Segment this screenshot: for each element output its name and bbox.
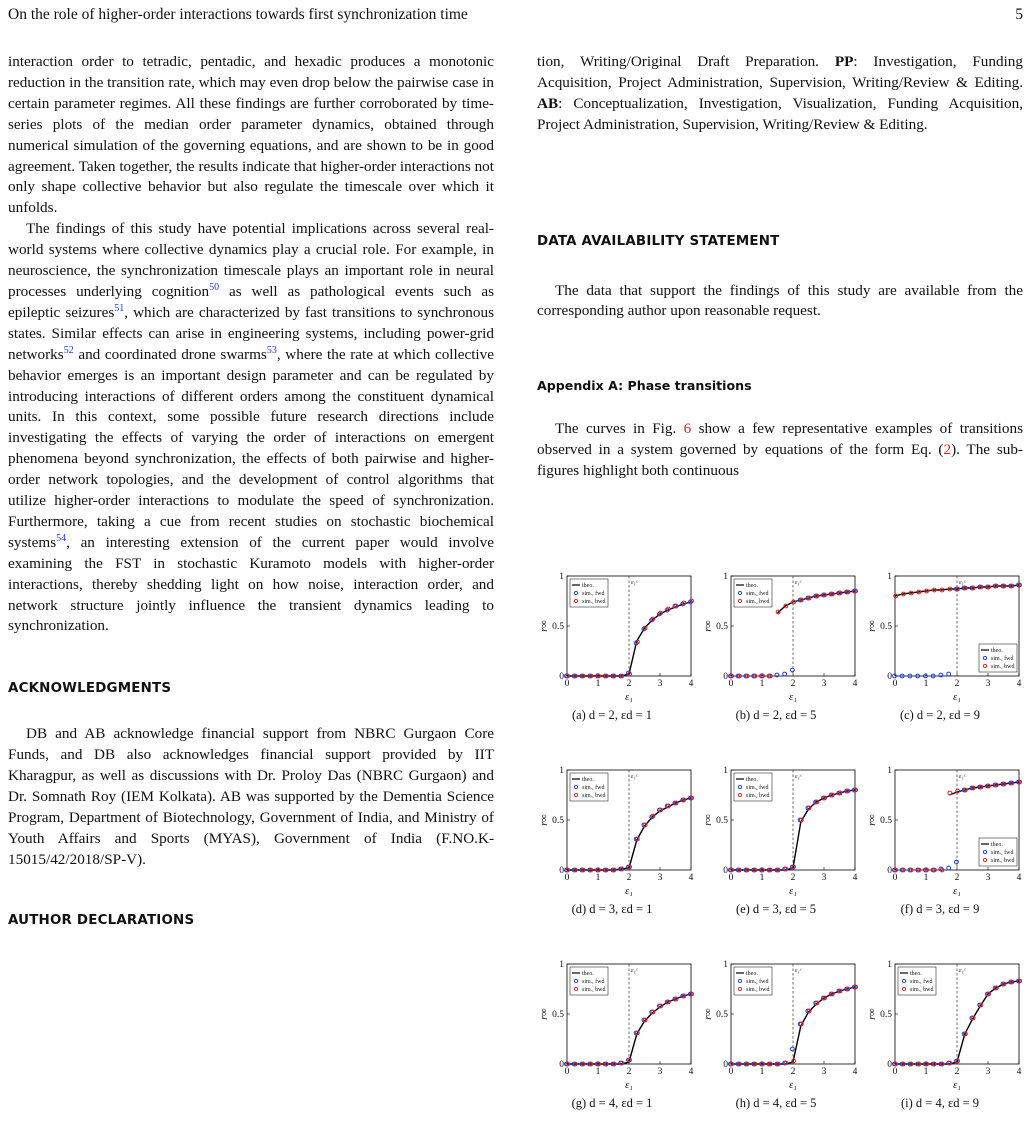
paragraph-implications <box>8 219 494 637</box>
legend-label: sim., bwd <box>991 858 1015 864</box>
theory-curve <box>731 987 855 1064</box>
appendix-text <box>537 419 1023 482</box>
legend <box>570 967 608 995</box>
subfigure-plot <box>865 954 1029 1094</box>
y-tick-label: 1 <box>559 766 564 776</box>
critical-coupling-label: ε₁ᶜ <box>631 579 638 586</box>
x-tick-label: 3 <box>821 1067 827 1077</box>
fwd-marker <box>947 672 951 676</box>
y-tick-label: 0.5 <box>880 622 892 632</box>
y-axis-label: r∞ <box>867 1008 878 1020</box>
legend-label: sim., bwd <box>746 987 770 993</box>
x-tick-label: 4 <box>1016 1067 1022 1077</box>
legend <box>979 838 1017 866</box>
y-axis-label: r∞ <box>867 620 878 632</box>
y-tick-label: 1 <box>559 572 564 582</box>
legend-label: sim., fwd <box>746 591 769 597</box>
text-span: , where the rate at which collective behavior emerges is an important design parameter and can be regulated by introducing interactions of different orders among the constituent dynamical units. In this context, some possible future research directions include investigating the effects of varying the order of interactions on emergent phenomena beyond synchronization, the effects of both pairwise and higher-order network topologies, and the development of control algorithms that utilize higher-order interactions to modulate the speed of synchronization. Furthermore, taking a cue from recent studies on stochastic biochemical systems <box>8 345 494 551</box>
x-tick-label: 2 <box>626 1067 632 1077</box>
y-tick-label: 0 <box>559 1060 564 1070</box>
y-tick-label: 0.5 <box>880 816 892 826</box>
x-axis-label: ε₁ <box>953 1080 961 1091</box>
legend-label: theo. <box>582 971 594 977</box>
x-axis-label: ε₁ <box>789 1080 797 1091</box>
legend-label: sim., fwd <box>991 850 1014 856</box>
text-span: , which are characterized by fast transitions to synchronous states. Similar effects can arise in engineering systems, including power-grid networks <box>8 303 494 363</box>
subfigure-panel <box>865 954 1029 1132</box>
subfigure-panel <box>701 760 865 938</box>
x-tick-label: 3 <box>657 679 663 689</box>
subfigure-plot <box>537 954 701 1094</box>
running-header <box>8 6 1023 24</box>
text-span: The findings of this study have potential implications across several real-world systems where collective dynamics play a crucial role. For example, in neuroscience, the synchronization timescale plays an important role in neural processes underlying cognition <box>8 220 494 300</box>
fwd-marker <box>955 860 959 864</box>
x-tick-label: 3 <box>985 1067 991 1077</box>
y-tick-label: 0.5 <box>552 622 564 632</box>
x-tick-label: 4 <box>688 679 694 689</box>
subfigure-panel <box>865 566 1029 744</box>
subfigure-plot <box>701 760 865 900</box>
y-tick-label: 0 <box>559 866 564 876</box>
subfigure-panel <box>701 566 865 744</box>
x-tick-label: 1 <box>759 873 765 883</box>
y-tick-label: 0.5 <box>716 816 728 826</box>
legend-label: sim., bwd <box>582 599 606 605</box>
x-tick-label: 0 <box>564 679 570 689</box>
x-axis-label: ε₁ <box>789 692 797 703</box>
y-tick-label: 0.5 <box>552 816 564 826</box>
y-tick-label: 1 <box>723 572 728 582</box>
subfigure-caption: (a) d = 2, εd = 1 <box>571 708 653 722</box>
x-tick-label: 2 <box>790 1067 796 1077</box>
x-axis-label: ε₁ <box>625 1080 633 1091</box>
y-tick-label: 1 <box>559 960 564 970</box>
x-tick-label: 2 <box>790 873 796 883</box>
y-axis-label: r∞ <box>539 814 550 826</box>
y-tick-label: 1 <box>887 572 892 582</box>
x-tick-label: 2 <box>954 873 960 883</box>
critical-coupling-label: ε₁ᶜ <box>959 773 966 780</box>
x-tick-label: 3 <box>657 1067 663 1077</box>
x-tick-label: 0 <box>564 873 570 883</box>
y-axis-label: r∞ <box>703 620 714 632</box>
x-axis-label: ε₁ <box>789 886 797 897</box>
y-tick-label: 0 <box>887 672 892 682</box>
citation-link[interactable]: 54 <box>56 532 67 544</box>
x-tick-label: 1 <box>595 679 601 689</box>
citation-link[interactable]: 53 <box>266 344 277 356</box>
x-tick-label: 0 <box>892 873 898 883</box>
legend-label: theo. <box>746 971 758 977</box>
text-span: as well as pathological events such as epileptic seizures <box>8 282 494 321</box>
x-tick-label: 4 <box>688 873 694 883</box>
legend <box>898 967 936 995</box>
subfigure-caption: (c) d = 2, εd = 9 <box>899 708 981 722</box>
figure-reference-link[interactable]: 6 <box>683 420 692 438</box>
contributions-text <box>537 52 1023 136</box>
subfigure-caption: (b) d = 2, εd = 5 <box>735 708 817 722</box>
text-span: The curves in Fig. <box>555 420 684 438</box>
y-axis-label: r∞ <box>539 620 550 632</box>
subfigure-plot <box>865 566 1029 706</box>
subfigure-caption: (f) d = 3, εd = 9 <box>900 902 980 916</box>
legend-label: sim., fwd <box>746 979 769 985</box>
y-axis-label: r∞ <box>539 1008 550 1020</box>
data-availability-heading: DATA AVAILABILITY STATEMENT <box>537 233 780 249</box>
legend-label: sim., fwd <box>910 979 933 985</box>
x-tick-label: 1 <box>595 873 601 883</box>
critical-coupling-label: ε₁ᶜ <box>959 579 966 586</box>
subfigure-plot <box>537 566 701 706</box>
y-tick-label: 0 <box>723 1060 728 1070</box>
fwd-marker <box>791 668 795 672</box>
x-tick-label: 1 <box>759 1067 765 1077</box>
critical-coupling-label: ε₁ᶜ <box>795 579 802 586</box>
x-tick-label: 1 <box>759 679 765 689</box>
fwd-marker <box>791 1047 795 1051</box>
x-tick-label: 0 <box>564 1067 570 1077</box>
x-tick-label: 2 <box>626 679 632 689</box>
subfigure-plot <box>865 760 1029 900</box>
legend-label: sim., bwd <box>746 793 770 799</box>
subfigure-caption: (h) d = 4, εd = 5 <box>735 1096 817 1110</box>
critical-coupling-label: ε₁ᶜ <box>631 773 638 780</box>
critical-coupling-label: ε₁ᶜ <box>795 773 802 780</box>
subfigure-plot <box>701 566 865 706</box>
legend-label: theo. <box>582 777 594 783</box>
text-span: : Conceptualization, Investigation, Visualization, Funding Acquisition, Project Administration, Supervision, Writing/Review & Editing. <box>537 94 1023 133</box>
legend-label: theo. <box>582 583 594 589</box>
x-tick-label: 1 <box>923 1067 929 1077</box>
legend <box>734 967 772 995</box>
fwd-marker <box>783 672 787 676</box>
right-column <box>537 52 1023 482</box>
legend-label: theo. <box>746 777 758 783</box>
legend-label: theo. <box>991 842 1003 848</box>
author-initials: PP <box>834 53 854 70</box>
y-tick-label: 0 <box>559 672 564 682</box>
x-axis-label: ε₁ <box>953 692 961 703</box>
y-axis-label: r∞ <box>703 1008 714 1020</box>
y-tick-label: 0.5 <box>552 1010 564 1020</box>
critical-coupling-label: ε₁ᶜ <box>795 967 802 974</box>
x-tick-label: 1 <box>923 679 929 689</box>
text-span: : Investigation, Funding Acquisition, Project Administration, Supervision, Writing/Review & Editing. <box>537 53 1023 91</box>
author-declarations-heading: AUTHOR DECLARATIONS <box>8 912 195 928</box>
x-tick-label: 2 <box>790 679 796 689</box>
legend-label: sim., fwd <box>746 785 769 791</box>
text-span: ). The sub-figures highlight both continuous <box>537 441 1023 480</box>
y-tick-label: 0 <box>723 672 728 682</box>
x-tick-label: 3 <box>821 873 827 883</box>
subfigure-panel <box>537 760 701 938</box>
x-tick-label: 2 <box>626 873 632 883</box>
legend <box>570 773 608 801</box>
y-tick-label: 0.5 <box>716 1010 728 1020</box>
left-column <box>8 52 494 932</box>
paragraph-conclusion-end: interaction order to tetradic, pentadic, and hexadic produces a monotonic reduction in the transition rate, which may even drop below the pairwise case in certain parameter regimes. All these findings are further corroborated by time-series plots of the median order parameter dynamics, obtained through numerical simulation of the governing equations, and are shown to be in good agreement. Taken together, the results indicate that higher-order interactions not only shape collective behavior but also regulate the timescale over which it unfolds. <box>8 53 494 217</box>
x-tick-label: 0 <box>892 679 898 689</box>
x-tick-label: 0 <box>728 873 734 883</box>
y-tick-label: 1 <box>723 766 728 776</box>
legend <box>734 579 772 607</box>
text-span: show a few representative examples of transitions observed in a system governed by equations of the form Eq. ( <box>537 420 1023 459</box>
author-initials: AB <box>537 94 559 112</box>
citation-link[interactable]: 52 <box>63 344 74 356</box>
subfigure-panel <box>537 954 701 1132</box>
text-span: , an interesting extension of the current paper would involve examining the FST in stochastic Kuramoto models with higher-order interactions, thereby shedding light on how noise, interaction order, and network structure jointly influence the transient dynamics leading to synchronization. <box>8 533 494 635</box>
x-tick-label: 2 <box>954 1067 960 1077</box>
text-span: tion, Writing/Original Draft Preparation. <box>537 53 835 70</box>
x-tick-label: 4 <box>1016 873 1022 883</box>
x-tick-label: 0 <box>728 1067 734 1077</box>
y-tick-label: 0 <box>887 866 892 876</box>
subfigure-caption: (i) d = 4, εd = 9 <box>900 1096 980 1110</box>
phase-transition-figure <box>537 566 1031 1148</box>
legend <box>570 579 608 607</box>
page-number: 5 <box>1015 6 1023 23</box>
legend-label: theo. <box>910 971 922 977</box>
x-tick-label: 2 <box>954 679 960 689</box>
x-axis-label: ε₁ <box>625 692 633 703</box>
fwd-marker <box>947 866 951 870</box>
x-tick-label: 4 <box>1016 679 1022 689</box>
legend-label: sim., bwd <box>582 793 606 799</box>
subfigure-caption: (g) d = 4, εd = 1 <box>571 1096 653 1110</box>
y-tick-label: 0.5 <box>880 1010 892 1020</box>
y-tick-label: 1 <box>887 766 892 776</box>
legend-label: sim., bwd <box>991 664 1015 670</box>
x-tick-label: 0 <box>892 1067 898 1077</box>
legend-label: theo. <box>991 648 1003 654</box>
x-tick-label: 4 <box>688 1067 694 1077</box>
equation-reference-link[interactable]: 2 <box>943 441 952 459</box>
legend <box>979 644 1017 672</box>
x-tick-label: 3 <box>985 679 991 689</box>
x-axis-label: ε₁ <box>625 886 633 897</box>
acknowledgments-heading: ACKNOWLEDGMENTS <box>8 681 172 697</box>
x-tick-label: 1 <box>923 873 929 883</box>
text-span: and coordinated drone swarms <box>73 345 267 363</box>
citation-link[interactable]: 51 <box>114 302 125 314</box>
subfigure-caption: (e) d = 3, εd = 5 <box>735 902 817 916</box>
x-axis-label: ε₁ <box>953 886 961 897</box>
critical-coupling-label: ε₁ᶜ <box>959 967 966 974</box>
citation-link[interactable]: 50 <box>209 281 220 293</box>
running-title: On the role of higher-order interactions towards first synchronization time <box>8 6 468 23</box>
x-tick-label: 4 <box>852 873 858 883</box>
legend-label: sim., bwd <box>582 987 606 993</box>
legend-label: sim., fwd <box>582 785 605 791</box>
y-tick-label: 1 <box>723 960 728 970</box>
x-tick-label: 1 <box>595 1067 601 1077</box>
x-tick-label: 3 <box>821 679 827 689</box>
legend-label: theo. <box>746 583 758 589</box>
legend-label: sim., fwd <box>582 979 605 985</box>
subfigure-caption: (d) d = 3, εd = 1 <box>571 902 653 916</box>
acknowledgments-text: DB and AB acknowledge financial support from NBRC Gurgaon Core Funds, and DB also acknowledges financial support provided by IIT Kharagpur, as well as discussions with Dr. Proloy Das (NBRC Gurgaon) and Dr. Somnath Roy (IEM Kolkata). AB was supported by the Dementia Science Program, Department of Biotechnology, Government of India, and Ministry of Youth Affairs and Sports (MYAS), Government of India (F.NO.K-15015/42/2018/SP-V). <box>8 725 494 868</box>
y-tick-label: 0.5 <box>716 622 728 632</box>
subfigure-panel <box>537 566 701 744</box>
data-availability-text: The data that support the findings of this study are available from the corresponding author upon reasonable request. <box>537 281 1023 320</box>
y-axis-label: r∞ <box>867 814 878 826</box>
subfigure-panel <box>865 760 1029 938</box>
legend-label: sim., fwd <box>582 591 605 597</box>
x-tick-label: 4 <box>852 1067 858 1077</box>
x-tick-label: 3 <box>657 873 663 883</box>
y-tick-label: 0 <box>723 866 728 876</box>
legend-label: sim., fwd <box>991 656 1014 662</box>
y-axis-label: r∞ <box>703 814 714 826</box>
y-tick-label: 1 <box>887 960 892 970</box>
x-tick-label: 4 <box>852 679 858 689</box>
x-tick-label: 3 <box>985 873 991 883</box>
critical-coupling-label: ε₁ᶜ <box>631 967 638 974</box>
y-tick-label: 0 <box>887 1060 892 1070</box>
subfigure-panel <box>701 954 865 1132</box>
x-tick-label: 0 <box>728 679 734 689</box>
subfigure-plot <box>701 954 865 1094</box>
legend-label: sim., bwd <box>910 987 934 993</box>
appendix-heading: Appendix A: Phase transitions <box>537 378 752 394</box>
subfigure-plot <box>537 760 701 900</box>
legend <box>734 773 772 801</box>
legend-label: sim., bwd <box>746 599 770 605</box>
